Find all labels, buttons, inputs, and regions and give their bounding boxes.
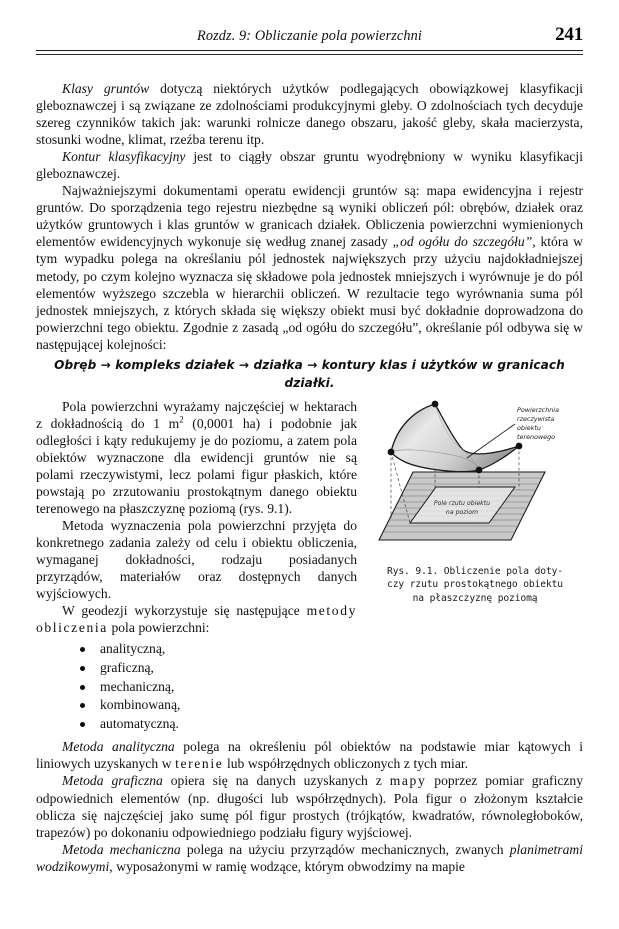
paragraph-geodezji-part-a: W geodezji wykorzystuje się następujące (62, 603, 307, 619)
methods-list (36, 640, 583, 733)
page-header (36, 24, 583, 56)
surface-vertex-bottom (476, 466, 483, 473)
figure-label-surface-line2: rzeczywista (517, 414, 555, 423)
paragraph-kontur-text: jest to ciągły obszar gruntu wyodrębniony w wyniku klasyfikacji gleboznawczej. (36, 149, 583, 182)
figure-label-surface-line1: Powierzchnia (517, 405, 559, 414)
figure-label-projection-line2: na poziom (445, 508, 479, 516)
paragraph-geodezji-part-b: pola powierzchni: (107, 620, 210, 636)
paragraph-w-geodezji (36, 602, 583, 636)
header-rule-bottom (36, 54, 583, 55)
emphasis-terenie: terenie (175, 756, 224, 772)
quote-od-ogolu-do-szczegolu: „od ogółu do szczegółu” (392, 234, 533, 250)
paragraph-klasy-gruntow-text: dotyczą niektórych użytków podlegających obowiązkowej klasyfikacji gleboznawczej i są związane ze zdolnościami produkcyjnymi gleby. O zdolnościach tych decyduje szereg czynników takich jak: warunki rolnicze danego obszaru, jakość gleby, skała macierzysta, stosunki wodne, klimat, rzeźba terenu itp. (36, 81, 583, 148)
paragraph-graficzna-part-b: poprzez pomiar graficzny odpowiednich elementów (np. długości lub współrzędnych). Pola figur o złożonym kształcie oblicza się najczęściej jako sumę pól figur prostych (trójkątów, kwadratów, równoległoboków, trapezów) po dokonaniu odpowiedniego podziału figury wyjściowej. (36, 773, 584, 840)
paragraph-dokumenty-part-b: , która w tym wypadku polega na określaniu pól jednostek największych przy użyciu najdokładniejszej metody, po czym kolejno wyznacza się składowe pola jednostek mniejszych i wyrównuje je do pól elementów wyższego szczebla w hierarchii obliczeń. W rezultacie tego wyrównania suma pól jednostek mniejszych, z których składa się większy obiekt musi być dokładnie doprowadzona do powierzchni tego obiektu. Zgodnie z zasadą „od ogółu do szczegółu”, określanie pól odbywa się w następującej kolejności: (36, 234, 583, 352)
emphasis-mapy: mapy (389, 773, 427, 789)
term-klasy-gruntow: Klasy gruntów (62, 81, 150, 96)
paragraph-pola-part-b: (0,0001 ha) i podobnie jak odległości i kąty redukujemy je do poziomu, a zatem pola obiektów wyznaczone dla ewidencji gruntów nie są polami rzeczywistymi, lecz polami figur płaskich, które powstają po zrzutowaniu prostokątnym danego obiektu terenowego na płaszczyznę poziomą (rys. 9.1). (36, 415, 357, 517)
paragraph-metoda-wyznaczenia: Metoda wyznaczenia pola powierzchni przyjęta do konkretnego zadania zależy od celu i obiektu obliczenia, wymaganej dokładności, rodzaju posiadanych przyrządów, materiałów oraz dostępnych danych wyjściowych. (36, 518, 357, 602)
term-metoda-mechaniczna: Metoda mechaniczna (62, 841, 181, 857)
surface-vertex-top (432, 400, 439, 407)
paragraph-kontur-klasyfikacyjny (36, 148, 583, 182)
paragraph-dokumenty-part-a: Najważniejszymi dokumentami operatu ewidencji gruntów są: mapa ewidencyjna i rejestr gruntów. Do sporządzenia tego rejestru niezbędne są wyniki obliczeń pól: obrębów, działek oraz użytków gruntowych i klas gruntów w granicach działek. Obliczenia powierzchni wymienionych elementów ewidencyjnych wykonuje się według znanej zasady (36, 183, 583, 250)
list-item: graficzną, (100, 659, 583, 678)
paragraph-mechaniczna-part-a: polega na użyciu przyrządów mechanicznych, zwanych (180, 841, 510, 857)
term-kontur-klasyfikacyjny: Kontur klasyfikacyjny (62, 149, 186, 165)
figure-projection-diagram (367, 400, 577, 558)
list-item: analityczną, (100, 640, 583, 659)
paragraph-dokumenty-operatu (36, 182, 583, 352)
list-item: automatyczną. (100, 715, 583, 734)
paragraph-metoda-analityczna (36, 738, 583, 772)
list-item: mechaniczną, (100, 678, 583, 697)
emphasis-metody-obliczenia: metody obliczenia (36, 603, 357, 636)
figure-label-surface-line4: terenowego (517, 432, 556, 441)
figure-caption-line3: na płaszczyznę poziomą (412, 592, 538, 604)
figure-label-projection-line1: Pole rzutu obiektu (433, 499, 491, 507)
surface-vertex-left (388, 448, 395, 455)
term-metoda-analityczna: Metoda analityczna (62, 739, 175, 755)
paragraph-analityczna-part-b: lub współrzędnych obliczonych z tych miar. (223, 756, 469, 772)
paragraph-graficzna-part-a: opiera się na danych uzyskanych z (162, 773, 390, 789)
figure-caption-line2: czy rzutu prostokątnego obiektu (387, 579, 563, 591)
terrain-surface (388, 400, 523, 473)
figure-block (367, 400, 583, 605)
figure-caption-line1: Rys. 9.1. Obliczenie pola doty- (387, 565, 563, 577)
paragraph-klasy-gruntow (36, 80, 583, 148)
term-planimetry-wodzikowe: planimetrami wodzikowymi (36, 841, 583, 874)
figure-caption (367, 565, 583, 605)
tail-paragraphs (36, 738, 583, 874)
sequence-chain-line: Obręb → kompleks działek → działka → kontury klas i użytków w granicach działki. (54, 357, 565, 390)
paragraph-mechaniczna-part-b: , wyposażonymi w ramię wodzące, którym obwodzimy na mapie (109, 858, 465, 874)
paragraph-metoda-mechaniczna (36, 841, 583, 875)
paragraph-pola-part-a: Pola powierzchni wyrażamy najczęściej w hektarach z dokładnością do 1 m (36, 398, 357, 431)
term-metoda-graficzna: Metoda graficzna (62, 773, 163, 789)
list-item: kombinowaną, (100, 696, 583, 715)
paragraph-metoda-graficzna (36, 772, 583, 840)
header-rule-top (36, 50, 583, 51)
running-head-title: Rozdz. 9: Obliczanie pola powierzchni (197, 28, 422, 44)
page-number: 241 (555, 24, 583, 45)
superscript-square: 2 (179, 414, 184, 425)
surface-vertex-right (516, 442, 523, 449)
paragraph-analityczna-part-a: polega na określeniu pól obiektów na podstawie miar kątowych i liniowych uzyskanych w (36, 739, 584, 772)
figure-label-surface-line3: obiektu (517, 423, 541, 432)
figure-text-wrap-region (36, 398, 583, 734)
page-body (36, 80, 583, 875)
